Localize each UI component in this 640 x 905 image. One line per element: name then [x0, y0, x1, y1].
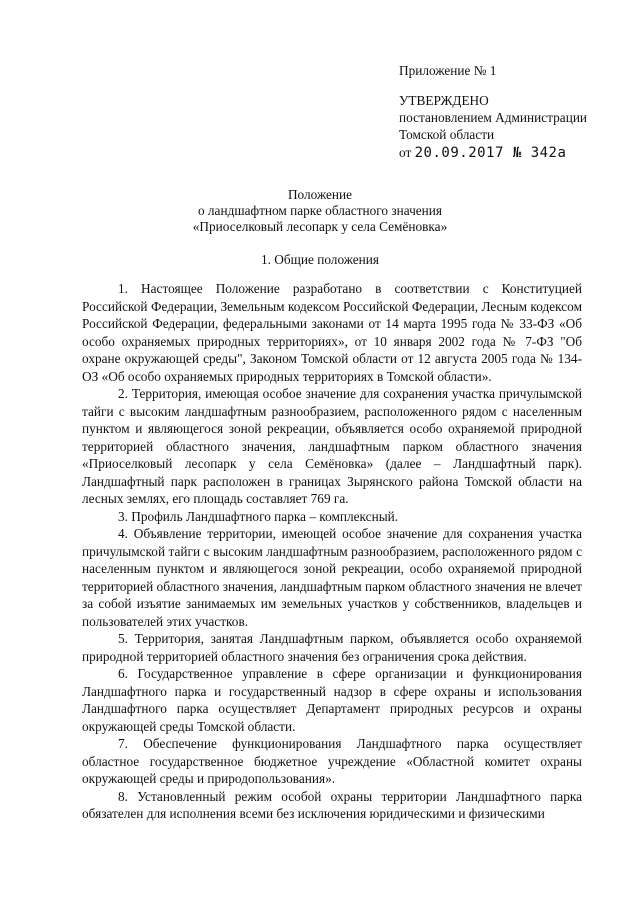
paragraph-6: 6. Государственное управление в сфере организации и функционирования Ландшафтного парка и государственный надзор в сфере охраны и использования Ландшафтного парка осуществляет Департамент природных ресурсов и охраны окружающей среды Томской области.	[82, 666, 582, 734]
title-line-1: Положение	[287, 187, 353, 202]
paragraph-8: 8. Установленный режим особой охраны территории Ландшафтного парка обязателен для исполнения всеми без исключения юридическими и физическими	[82, 788, 582, 821]
paragraph-3: 3. Профиль Ландшафтного парка – комплексный.	[118, 508, 399, 524]
paragraph-5: 5. Территория, занятая Ландшафтным парком, объявляется особо охраняемой природной территорией областного значения без ограничения срока действия.	[82, 631, 582, 664]
paragraph-7: 7. Обеспечение функционирования Ландшафтного парка осуществляет областное государственное бюджетное учреждение «Областной комитет охраны окружающей среды и природопользования».	[82, 736, 582, 786]
section-heading: 1. Общие положения	[260, 252, 380, 267]
approved-stamp-text: УТВЕРЖДЕНО	[399, 93, 489, 108]
title-line-2: о ландшафтном парке областного значения	[197, 203, 443, 218]
document-body	[82, 280, 582, 823]
paragraph-2: 2. Территория, имеющая особое значение для сохранения участка причулымской тайги с высоким ландшафтным разнообразием, расположенного рядом с населенным пунктом и являющегося зоной рекреации, объявляется особо охраняемой природной территорией областного значения, ландшафтным парком областного значения «Приоселковый лесопарк у села Семёновка» (далее – Ландшафтный парк). Ландшафтный парк расположен в границах Зырянского района Томской области на лесных землях, его площадь составляет 769 га.	[82, 386, 582, 506]
paragraph-1: 1. Настоящее Положение разработано в соответствии с Конституцией Российской Федерации, Земельным кодексом Российской Федерации, Лесным кодексом Российской Федерации, федеральными законами от 14 марта 1995 года № 33-ФЗ «Об особо охраняемых природных территориях», от 10 января 2002 года № 7-ФЗ "Об охране окружающей среды", Законом Томской области от 12 августа 2005 года № 134-ОЗ «Об особо охраняемых природных территориях в Томской области».	[82, 281, 582, 384]
title-line-3: «Приоселковый лесопарк у села Семёновка»	[192, 219, 448, 234]
approval-date-number: 20.09.2017 № 342а	[414, 145, 567, 161]
approval-date-line	[399, 143, 587, 163]
document-title	[0, 187, 640, 235]
approval-authority-line1: постановлением Администрации	[399, 110, 588, 125]
from-label: от	[399, 145, 412, 160]
paragraph-4: 4. Объявление территории, имеющей особое значение для сохранения участка причулымской тайги с высоким ландшафтным разнообразием, расположенного рядом с населенным пунктом и являющегося зоной рекреации, особо охраняемой природной территорией областного значения, ландшафтным парком областного значения не влечет за собой изъятие занимаемых им земельных участков у собственников, владельцев и пользователей этих участков.	[82, 526, 582, 629]
approval-block	[399, 62, 587, 163]
approval-authority-line2: Томской области	[399, 127, 495, 142]
appendix-label: Приложение № 1	[399, 63, 497, 78]
